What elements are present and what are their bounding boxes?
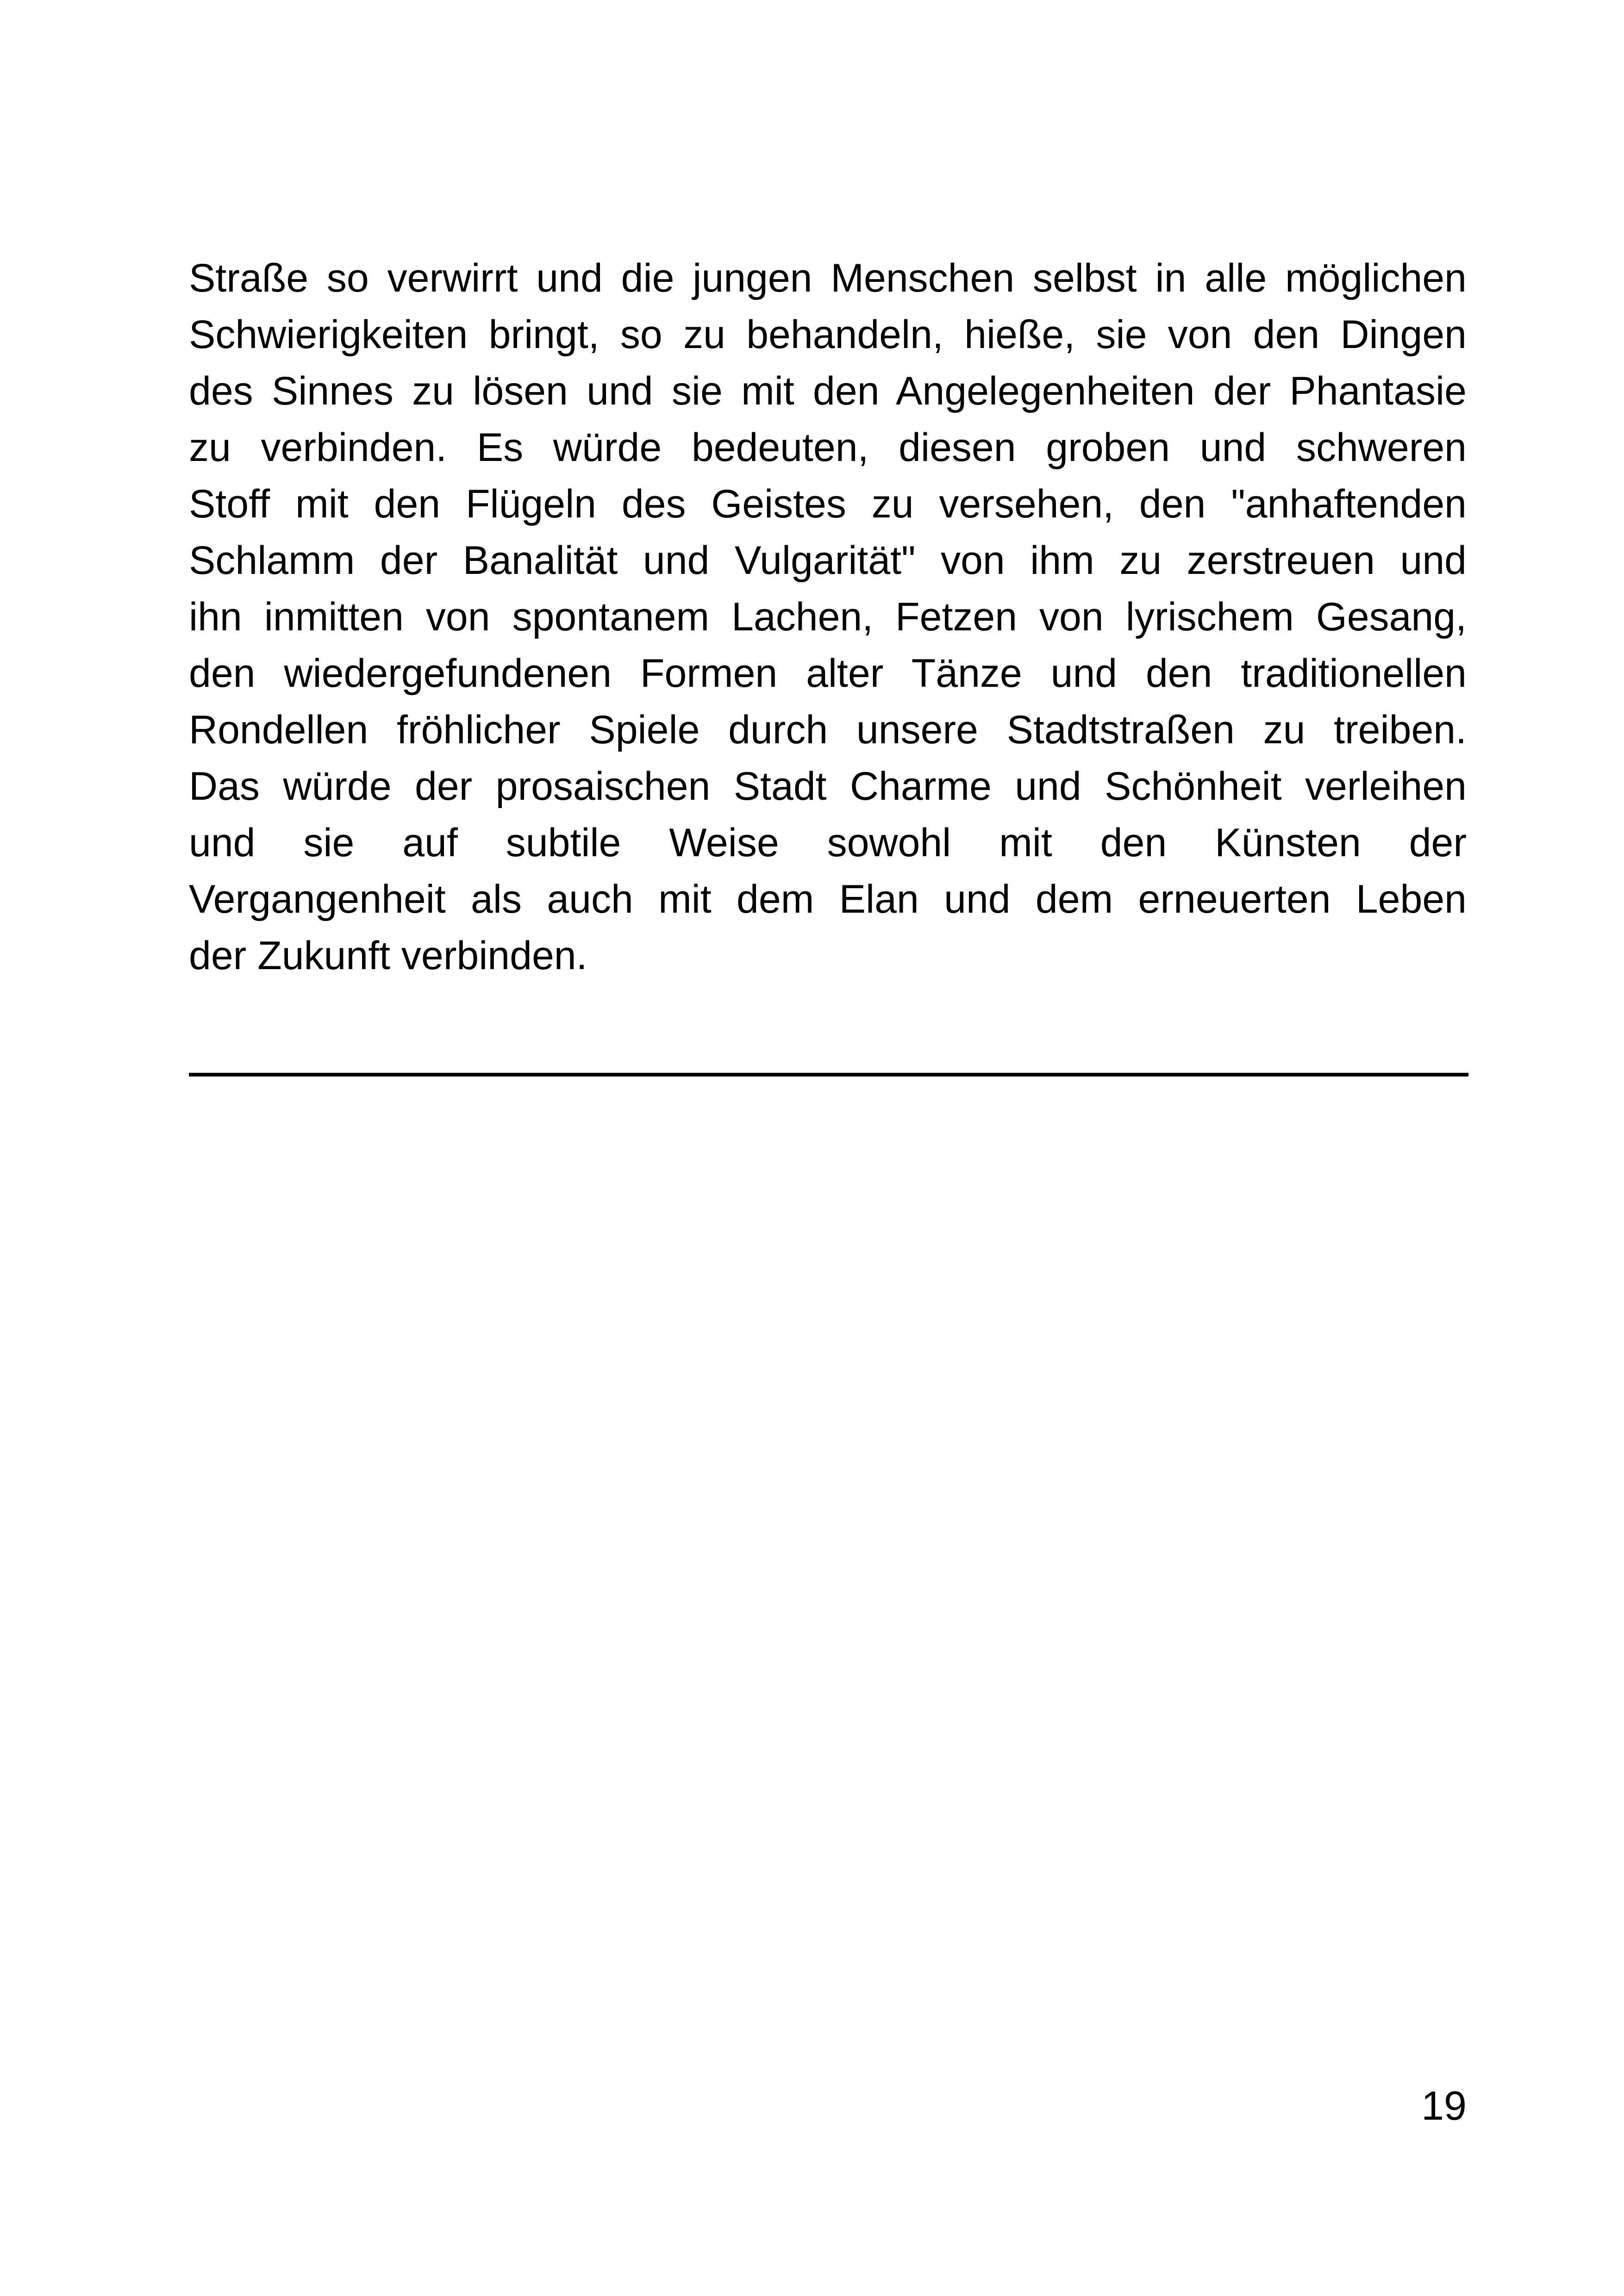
text-line: und sie auf subtile Weise sowohl mit den Künsten der [189, 821, 1467, 865]
text-line: Vergangenheit als auch mit dem Elan und dem erneuerten Leben [189, 877, 1467, 921]
text-line: Stoff mit den Flügeln des Geistes zu versehen, den "anhaftenden [189, 482, 1467, 526]
text-line: Schwierigkeiten bringt, so zu behandeln, hieße, sie von den Dingen [189, 312, 1467, 357]
text-line: Rondellen fröhlicher Spiele durch unsere Stadtstraßen zu treiben. [189, 708, 1467, 752]
text-line: Straße so verwirrt und die jungen Menschen selbst in alle möglichen [189, 256, 1467, 300]
page-number: 19 [1421, 2083, 1467, 2128]
section-divider [189, 1073, 1468, 1076]
body-paragraph [189, 250, 1467, 984]
text-line: Das würde der prosaischen Stadt Charme und Schönheit verleihen [189, 764, 1467, 809]
text-line-last: der Zukunft verbinden. [189, 933, 587, 978]
text-line: des Sinnes zu lösen und sie mit den Angelegenheiten der Phantasie [189, 369, 1467, 413]
text-line: Schlamm der Banalität und Vulgarität" von ihm zu zerstreuen und [189, 538, 1467, 583]
text-line: zu verbinden. Es würde bedeuten, diesen groben und schweren [189, 425, 1467, 470]
text-line: ihn inmitten von spontanem Lachen, Fetzen von lyrischem Gesang, [189, 595, 1467, 639]
text-line: den wiedergefundenen Formen alter Tänze und den traditionellen [189, 651, 1467, 696]
